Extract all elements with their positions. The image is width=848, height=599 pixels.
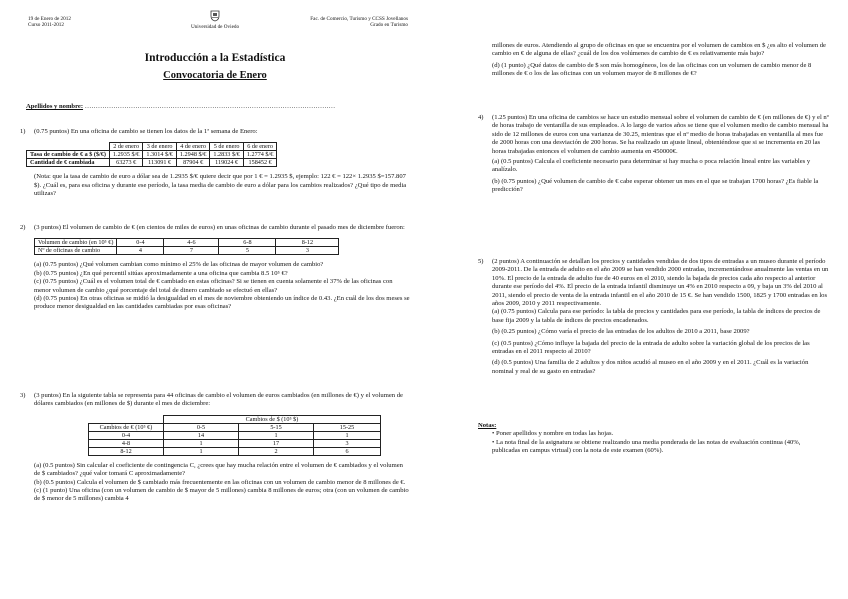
question-text: (1.25 puntos) En una oficina de cambios se hace un estudio mensual sobre el volumen de cambio de € (en millones de €) y el nº de horas trabajo de ventanilla de sus empleados. A lo largo de varios años se tiene que el volumen medio de cambio mensual ha sido de 12 millones de euros con una varianza de 30.25, mientras que el nº medio de horas trabajadas en ventanilla al mes fue de 2000 horas con una desviación de 200 horas. Se ha realizado un ajuste lineal, obteniéndose que si se incrementa en 20 las horas trabajadas entonces el volumen de cambio aumenta en 450000€.	[492, 114, 829, 155]
question-text: (3 puntos) En la siguiente tabla se representa para 44 oficinas de cambio el volumen de euros cambiados (en millones de €) y el volumen de dólares cambiados (en millones de $) durante el mes de diciembre:	[34, 392, 403, 408]
question-number: 4)	[478, 114, 484, 121]
table-header-row	[35, 239, 339, 247]
table-top-header: Cambios de $ (10⁵ $)	[164, 415, 381, 423]
empty-cell	[89, 415, 164, 423]
table-cell: Tasa de cambio de € a $ ($/€)	[27, 151, 110, 159]
table-cell: 1.2935 $/€	[109, 151, 142, 159]
question-text: (3 puntos) El volumen de cambio de € (en cientos de miles de euros) en unas oficinas de cambio durante el pasado mes de diciembre fueron:	[34, 224, 405, 231]
table-cell: 158452 €	[243, 159, 276, 167]
table-header-row	[89, 415, 381, 423]
table-header-cell: 5-15	[239, 423, 314, 431]
header-right	[0, 16, 408, 29]
table-cell: Nº de oficinas de cambio	[35, 247, 117, 255]
table-header-cell: 4 de enero	[176, 143, 209, 151]
question-text: (0.75 puntos) En una oficina de cambio se tienen los datos de la 1ª semana de Enero:	[34, 128, 258, 135]
subquestion: (c) (0.75 puntos) ¿Cuál es el volumen total de € cambiado en estas oficinas? Si se tienen en cuenta solamente el 37% de las oficinas con menor volumen de cambio ¿qué porcentaje del total de dinero cambiado se efectuó en ellas?	[34, 278, 393, 294]
table-cell: 1	[314, 431, 381, 439]
table-header-row	[27, 143, 277, 151]
table-header-cell: 15-25	[314, 423, 381, 431]
subquestion: (b) (0.25 puntos) ¿Cómo varía el precio de las entradas de los adultos de 2010 a 2011, base 2009?	[492, 328, 750, 336]
note-text: La nota final de la asignatura se obtiene realizando una media ponderada de las notas de evaluación continua (40%, publicadas en campus virtual) con la nota de este examen (60%).	[492, 438, 801, 455]
note-item: • Poner apellidos y nombre en todas las hojas.	[492, 430, 614, 438]
table-cell: 6	[314, 447, 381, 455]
table-cell: 1.2774 $/€	[243, 151, 276, 159]
table-cell: 113091 €	[143, 159, 176, 167]
university-name: Universidad de Oviedo	[190, 24, 240, 31]
table-header-cell: Cambios de € (10⁵ €)	[89, 423, 164, 431]
table-cell: 2	[239, 447, 314, 455]
subquestion: (d) (0.75 puntos) En otras oficinas se midió la desigualdad en el mes de noviembre obteniendo un índice de 0.43. ¿En cuál de los dos meses se produce menor desigualdad en las cantidades cambiadas por esas oficinas?	[34, 295, 410, 311]
question-2	[20, 224, 410, 312]
table-cell: 119024 €	[210, 159, 243, 167]
degree-name: Grado en Turismo	[370, 22, 408, 29]
course-year: Curso 2011-2012	[28, 22, 64, 29]
subquestion: (a) (0.75 puntos) Calcula para ese período: la tabla de precios y cantidades para ese período, la tabla de índices de precios de base fija 2009 y la tabla de índices de precios encadenados.	[492, 308, 821, 324]
table-cell: 4	[117, 247, 164, 255]
subquestion: (b) (0.75 puntos) ¿Qué volumen de cambio de € cabe esperar obtener un mes en el que se trabajan 1700 horas? ¿Es fiable la predicción?	[492, 177, 819, 194]
subquestion: (c) (0.5 puntos) ¿Cómo influye la bajada del precio de la entrada de adulto sobre la variación global de los precios de las entradas en el 2011 respecto al 2010?	[492, 339, 810, 356]
table-cell: 4-8	[89, 439, 164, 447]
table-header-cell: 6-8	[219, 239, 276, 247]
table-header-row	[89, 423, 381, 431]
table-cell: 87904 €	[176, 159, 209, 167]
table-row	[27, 159, 277, 167]
table-cell: 8-12	[89, 447, 164, 455]
table-header-cell: 3 de enero	[143, 143, 176, 151]
table-cell: 63273 €	[109, 159, 142, 167]
faculty-name: Fac. de Comercio, Turismo y CCSS Jovellanos	[310, 16, 408, 22]
table-header-cell	[27, 143, 110, 151]
subquestion: (a) (0.5 puntos) Calcula el coeficiente necesario para determinar si hay mucha o poca relación lineal entre las variables y analízalo.	[492, 158, 811, 174]
name-field[interactable]	[26, 103, 335, 110]
table-cell: 7	[164, 247, 219, 255]
subquestion: (d) (1 punto) ¿Qué datos de cambio de $ son más homogéneos, los de las oficinas con un volumen de cambio menor de 8 millones de € o los de las oficinas con un volumen mayor de 8 millones de €?	[492, 61, 812, 78]
question-number: 1)	[20, 128, 26, 135]
subquestion: (b) (0.5 puntos) Calcula el volumen de $ cambiado más frecuentemente en las oficinas con un volumen de cambio menor de 8 millones de €.	[34, 478, 406, 486]
table-row	[89, 439, 381, 447]
subquestion: (a) (0.5 puntos) Sin calcular el coeficiente de contingencia C, ¿crees que hay mucha relación entre el volumen de € cambiados y el volumen de $ cambiados? ¿qué valor tomará C aproximadamente?	[34, 461, 403, 478]
notes-section	[478, 422, 830, 456]
table-row	[89, 447, 381, 455]
note-text: Poner apellidos y nombre en todas las hojas.	[495, 430, 614, 438]
question-3	[20, 392, 410, 504]
exchange-rate-table	[26, 142, 277, 167]
name-label: Apellidos y nombre:	[26, 103, 84, 110]
question-4	[478, 114, 830, 195]
question-note: (Nota: que la tasa de cambio de euro a dólar sea de 1.2935 $/€ quiere decir que por 1 € = 1.2935 $, ejemplo: 122 € = 122× 1.2935 $=157.807 $). ¿Cuál es, para esa oficina y durante ese período, la tasa media de cambio de euro a dólar para los cambios realizados? ¿Qué tipo de media utilizas?	[34, 173, 407, 198]
table-header-cell: Volumen de cambio (en 10⁵ €)	[35, 239, 117, 247]
volume-table	[34, 238, 339, 255]
question-text: (2 puntos) A continuación se detallan los precios y cantidades vendidas de dos tipos de entradas a un museo durante el período 2009-2011. De la entrada de adulto en el año 2009 se han vendido 2000 entradas, incrementándose anualmente las ventas en un 10%. El precio de la entrada de adulto fue de 40 euros en el 2010, siendo la bajada de precios cada año respecto al anterior durante ese período del 4%. El precio de la entrada infantil disminuye un 4% en 2010 respecto a 09, y baja un 3% del 2010 al 2011, siendo el precio de venta de la entrada infantil en el año 2010 de 15 €. Se han vendido 1500, 1825 y 1700 entradas en los años 2009, 2010 y 2011 respectivamente.	[492, 258, 829, 308]
table-row	[27, 151, 277, 159]
question-number: 2)	[20, 224, 26, 231]
table-header-cell: 0-5	[164, 423, 239, 431]
table-header-cell: 4-6	[164, 239, 219, 247]
table-cell: 0-4	[89, 431, 164, 439]
table-header-cell: 2 de enero	[109, 143, 142, 151]
table-cell: 1.3014 $/€	[143, 151, 176, 159]
table-row	[89, 431, 381, 439]
question-number: 3)	[20, 392, 26, 399]
table-cell: 1.2833 $/€	[210, 151, 243, 159]
question-3-continued	[478, 42, 830, 79]
table-row	[35, 247, 339, 255]
table-cell: Cantidad de € cambiada	[27, 159, 110, 167]
table-cell: 3	[314, 439, 381, 447]
table-header-cell: 0-4	[117, 239, 164, 247]
table-cell: 14	[164, 431, 239, 439]
table-cell: 1	[164, 439, 239, 447]
subquestion: (a) (0.75 puntos) ¿Qué volumen cambian como mínimo el 25% de las oficinas de mayor volumen de cambio?	[34, 261, 324, 269]
table-cell: 1	[239, 431, 314, 439]
table-header-cell: 6 de enero	[243, 143, 276, 151]
table-cell: 5	[219, 247, 276, 255]
table-header-cell: 8-12	[276, 239, 339, 247]
subquestion: (d) (0.5 puntos) Una familia de 2 adultos y dos niños acudió al museo en el año 2009 y en el 2011. ¿Cuál es la variación nominal y real de su gasto en entradas?	[492, 359, 809, 375]
table-cell: 1.2948 $/€	[176, 151, 209, 159]
subquestion: (c) (1 punto) Una oficina (con un volumen de cambio de $ mayor de 5 millones) cambia 8 millones de euros; otra (con un volumen de cambio de $ menor de 5 millones) cambia 4	[34, 487, 409, 503]
note-item: • La nota final de la asignatura se obtiene realizando una media ponderada de las notas de evaluación continua (40%, publicadas en campus virtual) con la nota de este examen (60%).	[492, 438, 801, 455]
exam-subtitle: Convocatoria de Enero	[163, 70, 267, 81]
question-1	[20, 128, 410, 199]
table-cell: 17	[239, 439, 314, 447]
table-cell: 3	[276, 247, 339, 255]
subquestion-continued: millones de euros. Atendiendo al grupo de oficinas en que se encuentra por el volumen de cambios en $ ¿es alto el volumen de cambio en € de alguna de ellas? ¿cuál de los dos volúmenes de cambio de € es relativamente más bajo?	[492, 42, 826, 58]
exam-date: 19 de Enero de 2012	[28, 16, 71, 22]
contingency-table	[88, 415, 381, 456]
exam-title: Introducción a la Estadística	[144, 52, 286, 64]
name-dots: ……………………………………………………………………………………………………	[84, 103, 336, 110]
question-5	[478, 258, 830, 376]
subquestion: (b) (0.75 puntos) ¿En qué percentil sitúas aproximadamente a una oficina que cambia 8.5 10⁵ €?	[34, 269, 288, 277]
table-header-cell: 5 de enero	[210, 143, 243, 151]
question-number: 5)	[478, 258, 484, 265]
notes-title: Notas:	[478, 422, 497, 429]
table-cell: 1	[164, 447, 239, 455]
